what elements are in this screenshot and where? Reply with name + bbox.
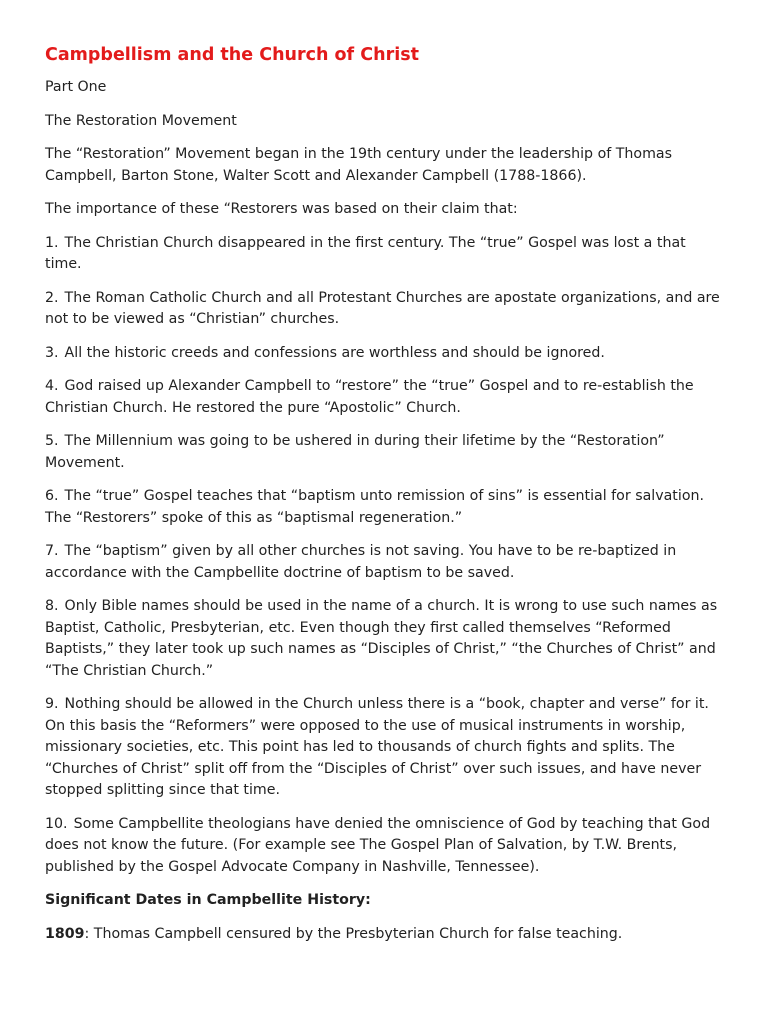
importance-paragraph: The importance of these “Restorers was based on their claim that: [45, 201, 518, 217]
claim-item [45, 694, 724, 802]
dates-heading: Significant Dates in Campbellite History: [45, 892, 371, 908]
claim-number: 4. [45, 378, 59, 394]
claim-text: All the historic creeds and confessions are worthless and should be ignored. [64, 344, 605, 361]
claim-text: The Christian Church disappeared in the first century. The “true” Gospel was lost a that time. [45, 234, 686, 272]
claim-number: 8. [45, 598, 59, 614]
claim-item [45, 814, 724, 879]
claim-text: Nothing should be allowed in the Church unless there is a “book, chapter and verse” for it. On this basis the “Reformers” were opposed to the use of musical instruments in worship, missionary societies, etc. This point has led to thousands of church fights and splits. The “Churches of Christ” split off from the “Disciples of Christ” over such issues, and have never stopped splitting since that time. [45, 696, 709, 798]
claim-number: 5. [45, 433, 59, 449]
claim-item [45, 233, 724, 276]
section-heading: The Restoration Movement [45, 112, 237, 129]
claim-text: Some Campbellite theologians have denied the omniscience of God by teaching that God does not know the future. (For example see The Gospel Plan of Salvation, by T.W. Brents, published by the Gospel Advocate Company in Nashville, Tennessee). [45, 815, 711, 875]
claim-text: God raised up Alexander Campbell to “restore” the “true” Gospel and to re-establish the Christian Church. He restored the pure “Apostolic” Church. [45, 378, 694, 416]
claim-number: 1. [45, 234, 59, 251]
claim-number: 9. [45, 696, 59, 712]
claim-text: Only Bible names should be used in the name of a church. It is wrong to use such names as Baptist, Catholic, Presbyterian, etc. Even though they first called themselves “Reformed Baptists,” they later took up such names as “Disciples of Christ,” “the Churches of Christ” and “The Christian Church.” [45, 598, 718, 679]
claim-number: 3. [45, 344, 59, 361]
document-title: Campbellism and the Church of Christ [45, 45, 419, 65]
claim-number: 6. [45, 488, 59, 504]
claim-item [45, 596, 724, 682]
claim-number: 2. [45, 289, 59, 306]
date-entry [45, 924, 724, 946]
claim-item [45, 288, 724, 331]
claim-text: The “true” Gospel teaches that “baptism unto remission of sins” is essential for salvation. The “Restorers” spoke of this as “baptismal regeneration.” [45, 488, 704, 526]
dates-list [45, 924, 724, 946]
claim-item [45, 486, 724, 529]
claim-text: The “baptism” given by all other churches is not saving. You have to be re-baptized in accordance with the Campbellite doctrine of baptism to be saved. [45, 543, 677, 581]
claims-list [45, 233, 724, 879]
claim-number: 7. [45, 543, 59, 559]
date-year: 1809 [45, 925, 85, 942]
claim-item [45, 541, 724, 584]
claim-text: The Roman Catholic Church and all Protestant Churches are apostate organizations, and are not to be viewed as “Christian” churches. [45, 289, 720, 327]
claim-item [45, 343, 724, 365]
date-text: : Thomas Campbell censured by the Presbyterian Church for false teaching. [84, 925, 623, 942]
intro-paragraph: The “Restoration” Movement began in the 19th century under the leadership of Thomas Campbell, Barton Stone, Walter Scott and Alexander Campbell (1788-1866). [45, 146, 672, 184]
claim-number: 10. [45, 815, 68, 832]
claim-item [45, 431, 724, 474]
part-label: Part One [45, 79, 107, 95]
claim-item [45, 376, 724, 419]
claim-text: The Millennium was going to be ushered in during their lifetime by the “Restoration” Movement. [45, 433, 665, 471]
